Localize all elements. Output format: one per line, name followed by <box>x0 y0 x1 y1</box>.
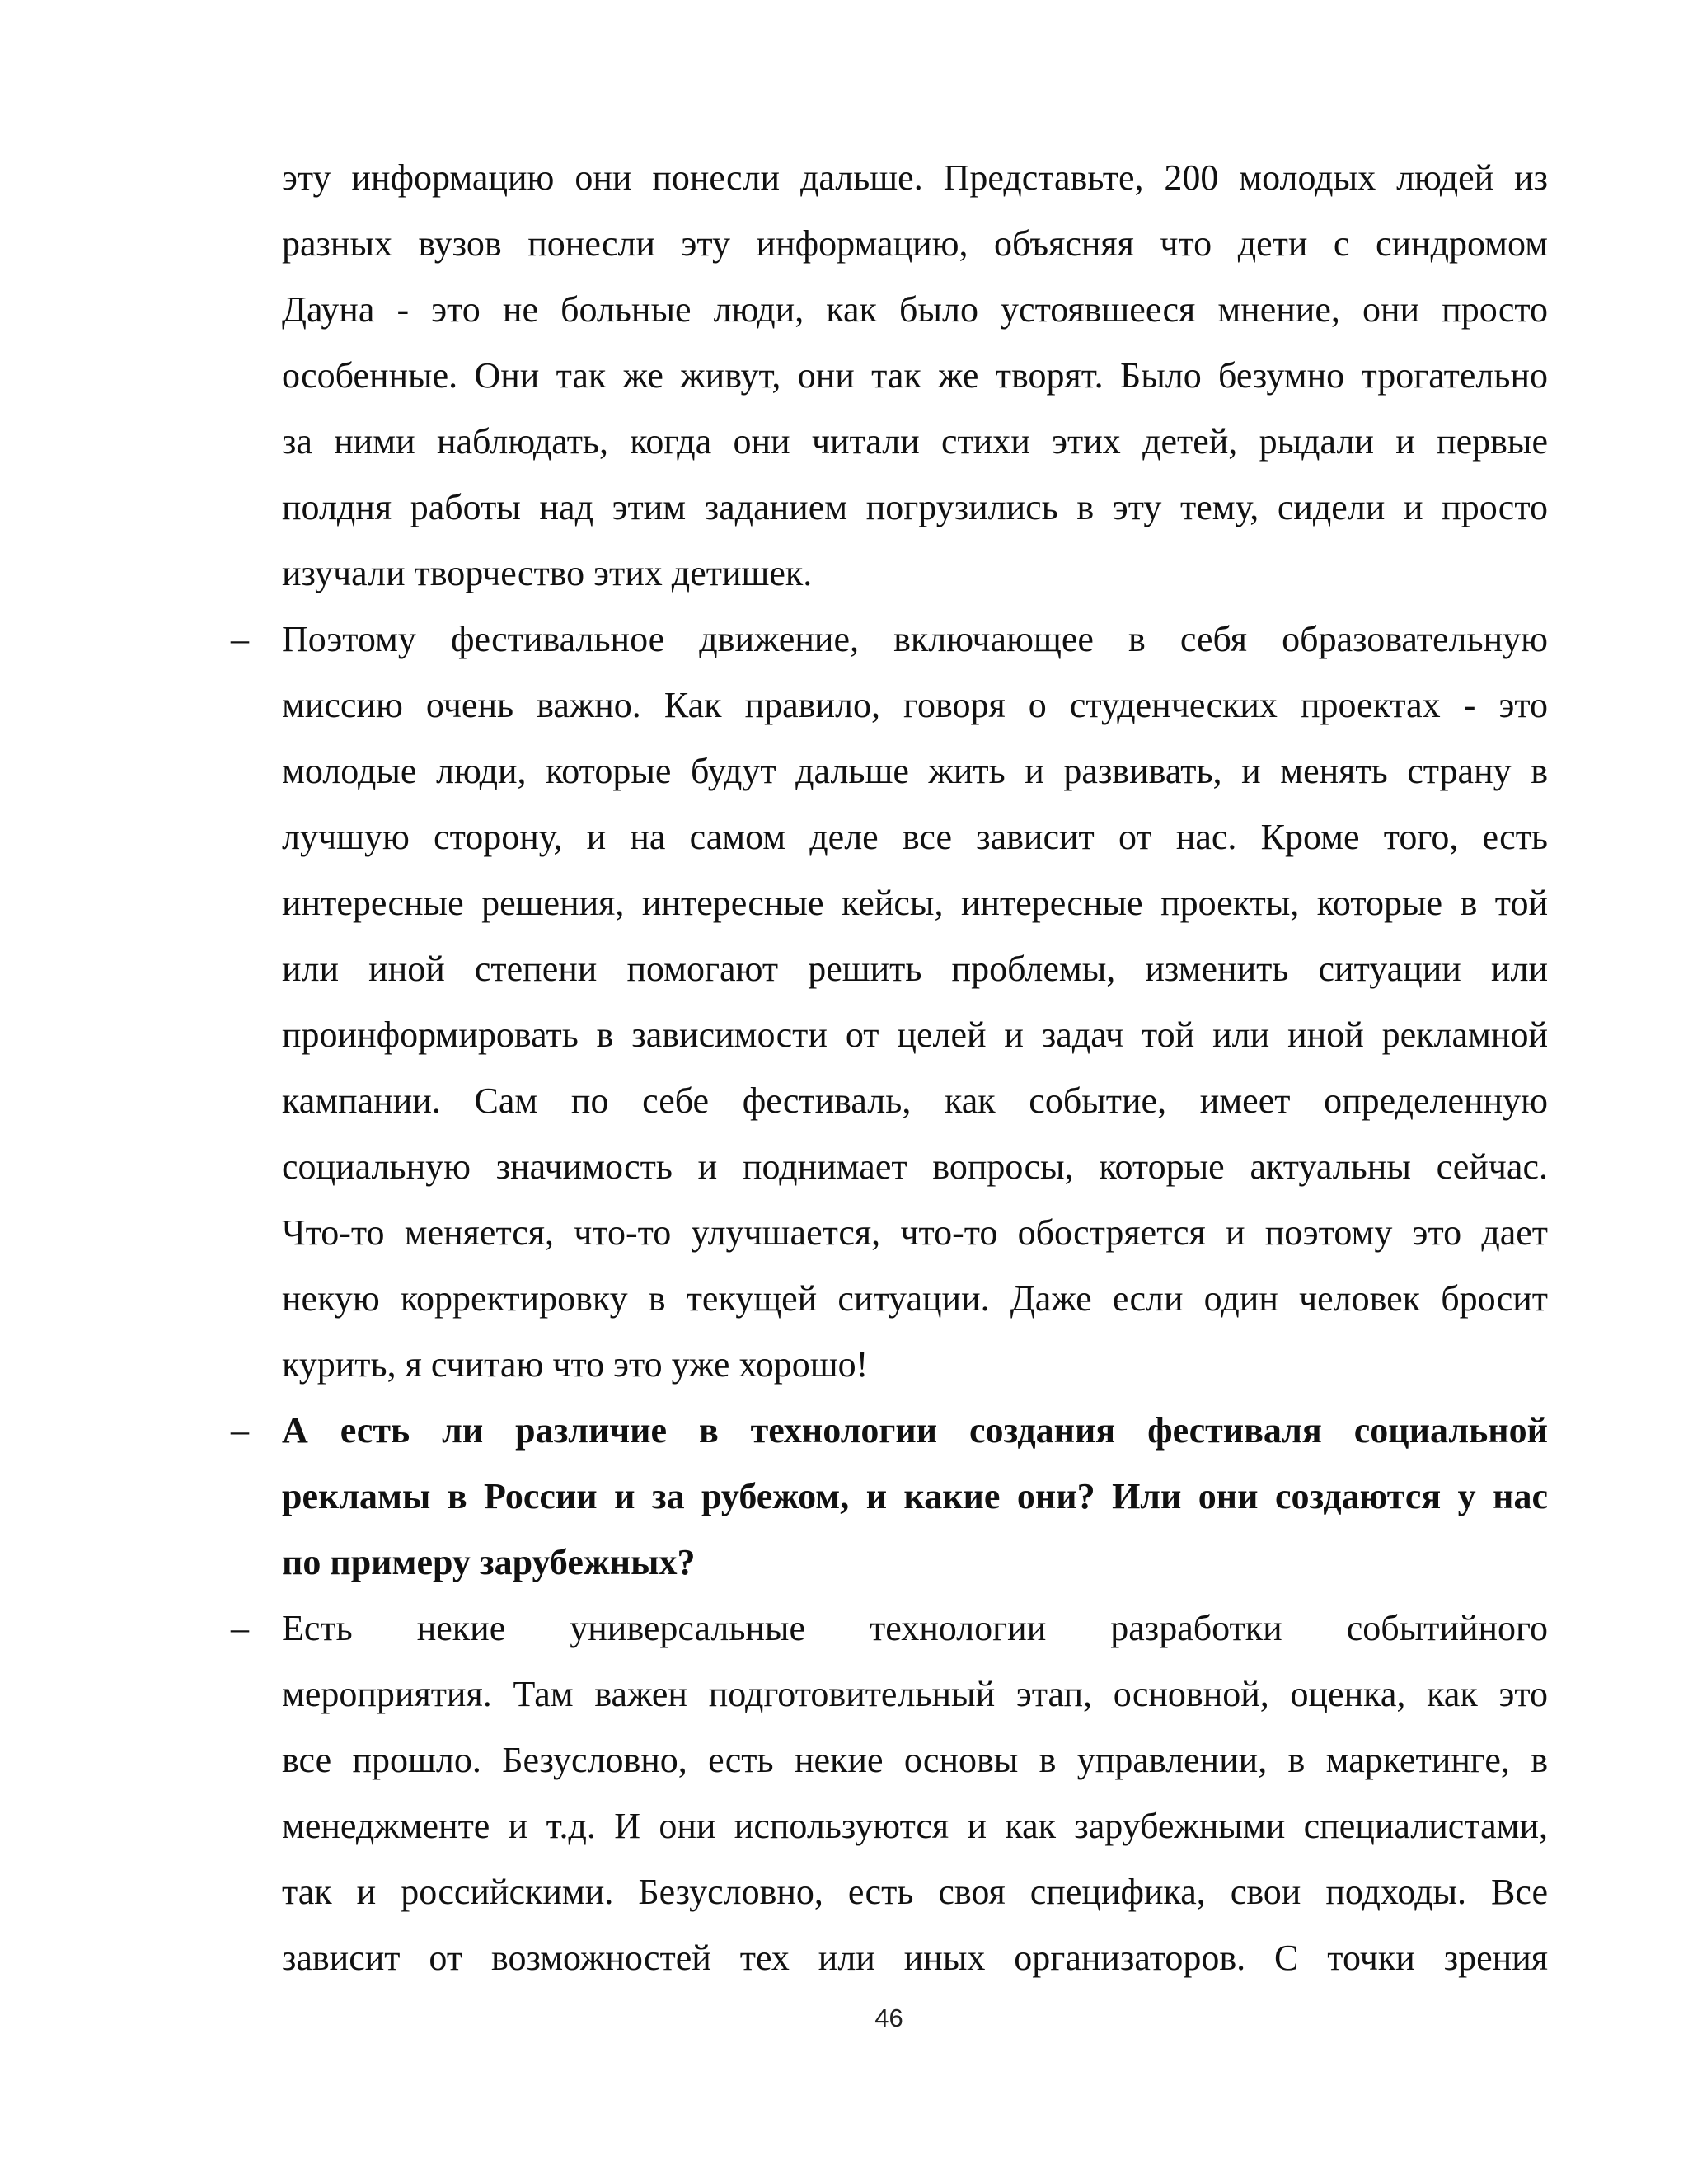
question-line: рекламы в России и за рубежом, и какие они? Или они создаются у нас <box>282 1476 1548 1516</box>
text-line: курить, я считаю что это уже хорошо! <box>282 1344 869 1385</box>
text-line: эту информацию они понесли дальше. Представьте, 200 молодых людей из <box>282 157 1548 198</box>
text-line: Дауна - это не больные люди, как было устоявшееся мнение, они просто <box>282 289 1548 330</box>
text-line: или иной степени помогают решить проблемы, изменить ситуации или <box>282 949 1548 989</box>
text-line: все прошло. Безусловно, есть некие основы в управлении, в маркетинге, в <box>282 1740 1548 1780</box>
text-line: разных вузов понесли эту информацию, объясняя что дети с синдромом <box>282 223 1548 264</box>
text-line: лучшую сторону, и на самом деле все зависит от нас. Кроме того, есть <box>282 817 1548 857</box>
text-line: Что-то меняется, что-то улучшается, что-то обостряется и поэтому это дает <box>282 1212 1548 1253</box>
text-line: так и российскими. Безусловно, есть своя специфика, свои подходы. Все <box>282 1872 1548 1912</box>
text-line: особенные. Они так же живут, они так же творят. Было безумно трогательно <box>282 355 1548 396</box>
dash-marker: – <box>231 619 249 659</box>
text-line: социальную значимость и поднимает вопросы, которые актуальны сейчас. <box>282 1146 1548 1187</box>
text-line: Есть некие универсальные технологии разработки событийного <box>282 1608 1548 1648</box>
text-line: зависит от возможностей тех или иных организаторов. С точки зрения <box>282 1938 1548 1978</box>
text-line: мероприятия. Там важен подготовительный этап, основной, оценка, как это <box>282 1674 1548 1714</box>
page-number: 46 <box>874 2004 903 2032</box>
question-line: А есть ли различие в технологии создания фестиваля социальной <box>282 1410 1548 1451</box>
text-line: интересные решения, интересные кейсы, интересные проекты, которые в той <box>282 883 1548 923</box>
text-line: некую корректировку в текущей ситуации. Даже если один человек бросит <box>282 1278 1548 1319</box>
text-line: Поэтому фестивальное движение, включающее в себя образовательную <box>282 619 1548 659</box>
text-line: проинформировать в зависимости от целей и задач той или иной рекламной <box>282 1015 1548 1055</box>
text-line: менеджменте и т.д. И они используются и как зарубежными специалистами, <box>282 1806 1548 1846</box>
dash-marker: – <box>231 1410 249 1451</box>
question-line: по примеру зарубежных? <box>282 1542 696 1582</box>
text-line: полдня работы над этим заданием погрузились в эту тему, сидели и просто <box>282 487 1548 527</box>
dash-marker: – <box>231 1608 249 1648</box>
text-line: изучали творчество этих детишек. <box>282 553 813 593</box>
text-line: молодые люди, которые будут дальше жить и развивать, и менять страну в <box>282 751 1548 791</box>
text-line: миссию очень важно. Как правило, говоря о студенческих проектах - это <box>282 685 1548 725</box>
text-line: кампании. Сам по себе фестиваль, как событие, имеет определенную <box>282 1080 1548 1121</box>
text-line: за ними наблюдать, когда они читали стихи этих детей, рыдали и первые <box>282 421 1548 462</box>
